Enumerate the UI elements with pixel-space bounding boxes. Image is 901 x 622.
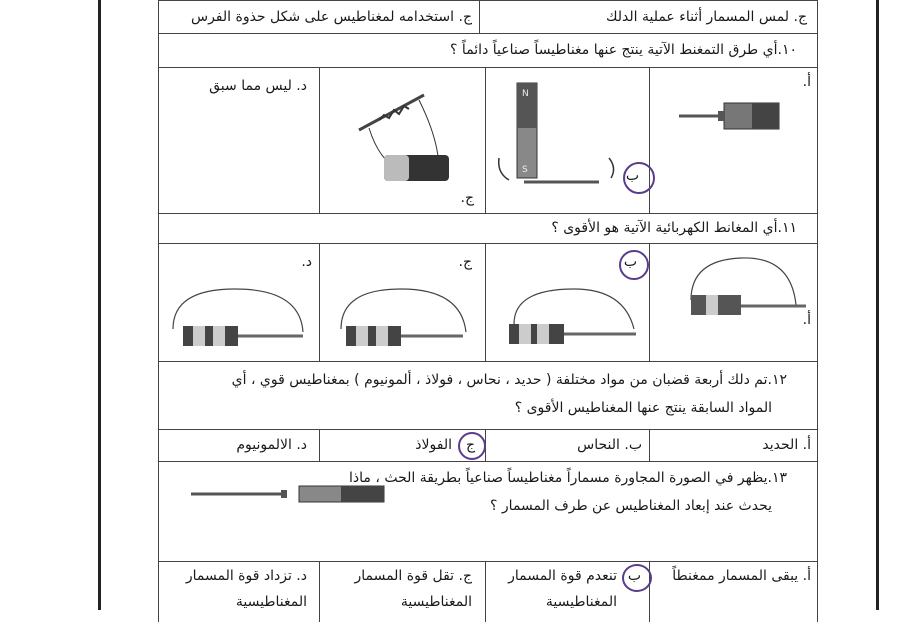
q13-option-b-line1[interactable]: تنعدم قوة المسمار	[508, 568, 617, 584]
q10-options-row	[158, 68, 818, 214]
q9-option-c[interactable]: ج. لمس المسمار أثناء عملية الدلك	[605, 9, 807, 25]
q13-option-c-line2: المغناطيسية	[400, 594, 472, 610]
q12-option-c[interactable]: الفولاذ	[415, 437, 452, 453]
q12-option-d[interactable]: د. الالمونيوم	[236, 437, 307, 453]
q11-question-row	[158, 214, 818, 244]
q13-question-line1: ١٣.يظهر في الصورة المجاورة مسماراً مغناطيساً صناعياً بطريقة الحث ، ماذا	[349, 470, 787, 486]
q10-question: ١٠.أي طرق التمغنط الآتية ينتج عنها مغناطيساً صناعياً دائماً ؟	[450, 42, 797, 58]
magnet-north-label: N	[522, 89, 529, 99]
q11-a-image	[671, 250, 811, 330]
magnet-south-label: S	[522, 165, 528, 175]
q11-question: ١١.أي المغانط الكهربائية الآتية هو الأقوى ؟	[551, 220, 797, 236]
q13-question-line2: يحدث عند إبعاد المغناطيس عن طرف المسمار ؟	[490, 498, 772, 514]
q10-c-image	[339, 80, 459, 190]
q9-option-c2[interactable]: ج. استخدامه لمغناطيس على شكل حذوة الفرس	[190, 9, 472, 25]
q11-option-a[interactable]: أ.	[802, 312, 811, 328]
q13-question-row	[158, 462, 818, 562]
q10-option-a[interactable]: أ.	[802, 74, 811, 90]
q12-option-a[interactable]: أ. الحديد	[762, 437, 811, 453]
q12-options-row	[158, 430, 818, 462]
q9-options-row	[158, 0, 818, 34]
q13-option-a[interactable]: أ. يبقى المسمار ممغنطاً	[672, 568, 811, 584]
q11-c-image	[331, 284, 471, 354]
q12-question-line1: ١٢.تم دلك أربعة قضبان من مواد مختلفة ( حديد ، نحاس ، فولاذ ، ألمونيوم ) بمغناطيس قوي ، أي	[231, 372, 787, 388]
q11-option-b[interactable]: ب	[623, 254, 637, 270]
q11-d-image	[165, 284, 310, 354]
q12-question-line2: المواد السابقة ينتج عنها المغناطيس الأقوى ؟	[514, 400, 772, 416]
q10-a-image	[674, 98, 794, 138]
q11-option-c[interactable]: ج.	[458, 254, 472, 270]
q12-option-b[interactable]: ب. النحاس	[577, 437, 642, 453]
q12-question-row	[158, 362, 818, 430]
q10-b-image	[489, 78, 639, 203]
q13-option-d-line2: المغناطيسية	[235, 594, 307, 610]
q10-option-c[interactable]: ج.	[460, 190, 474, 206]
q13-image	[189, 482, 359, 502]
q13-option-b-line2: المغناطيسية	[545, 594, 617, 610]
q13-options-row	[158, 562, 818, 622]
q10-question-row	[158, 34, 818, 68]
q13-option-b-letter[interactable]: ب	[627, 568, 641, 584]
q13-option-c-line1[interactable]: ج. تقل قوة المسمار	[354, 568, 472, 584]
q11-options-row	[158, 244, 818, 362]
q11-b-image	[504, 284, 639, 354]
q11-option-d[interactable]: د.	[301, 254, 312, 270]
q12-option-c-letter[interactable]: ج	[465, 437, 475, 453]
q13-option-d-line1[interactable]: د. تزداد قوة المسمار	[185, 568, 307, 584]
q10-option-b[interactable]: ب	[625, 168, 639, 184]
q10-option-d[interactable]: د. ليس مما سبق	[209, 78, 307, 94]
